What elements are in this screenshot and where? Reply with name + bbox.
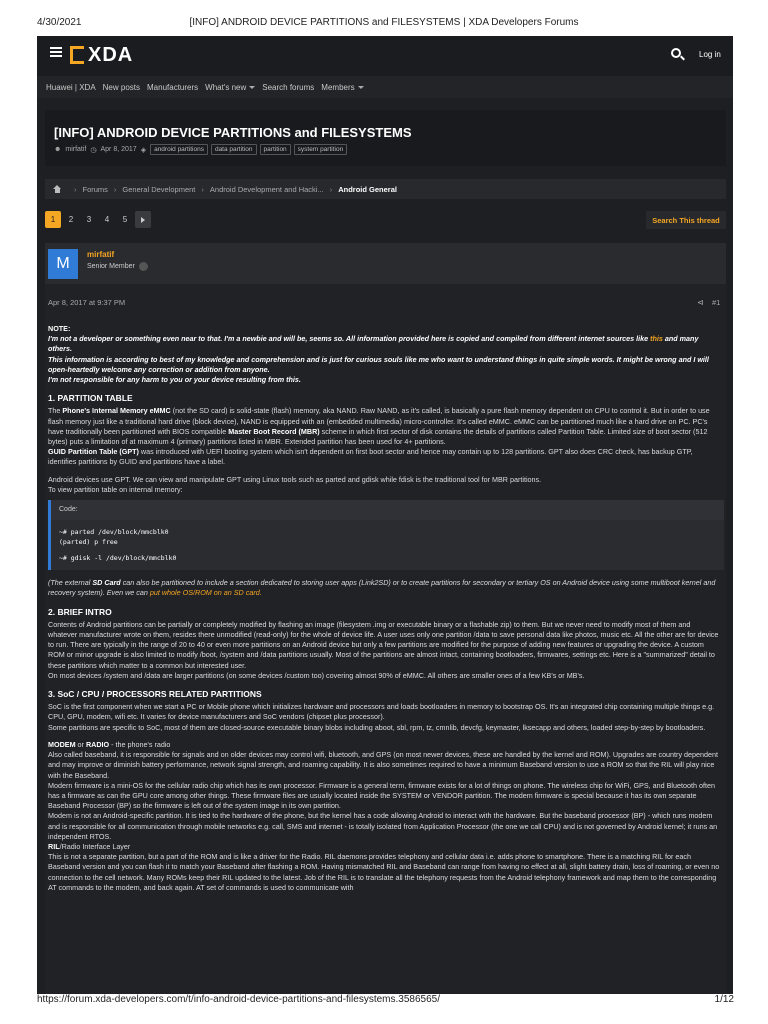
post-number[interactable]: #1	[712, 298, 721, 307]
thread-meta	[54, 144, 350, 155]
post-body	[45, 284, 726, 994]
page-5-button[interactable]: 5	[122, 215, 128, 224]
user-icon: ☻	[54, 146, 62, 153]
paragraph: The Phone's Internal Memory eMMC (not the SD card) is solid-state (flash) memory, aka NAND. Raw NAND, as it's called, is basically a pure flash memory dependent on CPU to control it. But in order to use flash memory just like a traditional hard drive (block device), NAND is equipped with an (embedded multimedia) micro-controller. It's called eMMC. eMMC can be partitioned much like a hard drive on PC. PC's have traditionally been partitioned with BIOS compatible Master Boot Record (MBR) scheme in which first sector of disk contains the details of partitions called Partition Table. Limited size of boot sector (512 bytes) puts a limitation of at maximum 4 (primary) partitions listed in MBR. Extended partition has been used for 4+ partitions.	[48, 406, 710, 447]
chevron-right-icon: ›	[74, 184, 77, 194]
thread-date[interactable]: Apr 8, 2017	[100, 146, 137, 153]
nav-huawei[interactable]: Huawei | XDA	[46, 82, 96, 92]
note-paragraph-3: I'm not responsible for any harm to you or your device resulting from this.	[48, 375, 301, 385]
logo-bracket-icon	[70, 46, 84, 64]
sd-card-link[interactable]: put whole OS/ROM on an SD card.	[149, 588, 262, 598]
menu-icon[interactable]	[50, 47, 62, 57]
user-role	[87, 262, 148, 271]
page-1-button[interactable]: 1	[45, 211, 61, 228]
nav-members[interactable]	[321, 83, 363, 92]
thread-author[interactable]: mirfatif	[65, 146, 87, 153]
print-title: [INFO] ANDROID DEVICE PARTITIONS and FILESYSTEMS | XDA Developers Forums	[189, 17, 579, 28]
note-paragraph-2: This information is according to best of my knowledge and comprehension and is just for curious souls like me who want to understand things in quite simple words. It might be wrong and I will open-heartedly welcome any correction or addition from anyone.	[48, 354, 709, 374]
paragraph: Modem is not an Android-specific partition. It is tied to the hardware of the phone, but the kernel has a code allowing Android to interact with the hardware. But the baseband processor (BP) - which runs modem and is responsible for all communication through mobile networks e.g. call, SMS and internet - is totally isolated from Application Processor (the one we call CPU) and is not governed by Android kernel; it runs an independent RTOS.	[48, 811, 718, 841]
avatar[interactable]: M	[48, 249, 78, 279]
tag-system-partition[interactable]: system partition	[294, 144, 348, 155]
code-line: ~# gdisk -l /dev/block/mmcblk0	[59, 554, 177, 563]
tag-android-partitions[interactable]: android partitions	[150, 144, 208, 155]
nav-new-posts[interactable]: New posts	[102, 82, 141, 92]
nav-members-label: Members	[321, 82, 355, 92]
chevron-right-icon	[141, 217, 145, 223]
sub-navigation	[37, 76, 733, 98]
page-2-button[interactable]: 2	[68, 215, 74, 224]
tag-data-partition[interactable]: data partition	[211, 144, 257, 155]
chevron-right-icon: ›	[329, 184, 333, 194]
nav-search-forums[interactable]: Search forums	[262, 82, 315, 92]
breadcrumb-forums[interactable]: Forums	[82, 184, 108, 194]
nav-whats-new[interactable]	[205, 83, 255, 92]
breadcrumb-general-development[interactable]: General Development	[122, 184, 196, 194]
user-role-label: Senior Member	[87, 263, 135, 270]
print-date: 4/30/2021	[37, 17, 82, 28]
tag-icon: ◈	[140, 146, 147, 154]
paragraph: Some partitions are specific to SoC, most of them are closed-source executable binary blobs including aboot, sbl, rpm, tz, cmnlib, devcfg, keymaster, lksecapp and others, loaded step-by-step by bootloaders.	[48, 722, 706, 732]
thread-title: [INFO] ANDROID DEVICE PARTITIONS and FILESYSTEMS	[54, 125, 412, 140]
nav-manufacturers[interactable]: Manufacturers	[147, 82, 199, 92]
paragraph: Contents of Android partitions can be partially or completely modified by flashing an image (filesystem .img or executable binary or a flashable zip) to them. But we never need to modify most of them and whatever manufacturer wrote on them, resides there unmodified (read-only) for the whole of device life. A user uses only one partition /data to save personal data like photos, music etc. All the other are for device to run. There are typically in the range of 20 to 40 or even more partitions on an Android device but only a few partitions are modified for the purpose of adding new features or upgrading the device. A custom ROM or minor upgrade is also limited to modify /boot, /system and /data partitions usually. Most of the partitions are almost intact, containing bootloaders, firmwares, settings etc. Here is a "summarized" detail to these partitions which matter to a common but interested user.	[48, 619, 719, 670]
modem-heading: MODEM or RADIO - the phone's radio	[48, 739, 171, 749]
home-icon[interactable]	[53, 185, 62, 193]
pagination	[45, 211, 153, 228]
logo-text: XDA	[88, 43, 134, 66]
paragraph: Modern firmware is a mini-OS for the cellular radio chip which has its own processor. Firmware is a general term, firmware exists for a lot of things on phone. The wireless chip for WiFi, GPS, and Bluetooth often has a firmware as can the GPU core among other things. These firmware files are usually located inside the SYSTEM or VENDOR partition. The modem firmware is special because it has its own separate Baseband Processor (BP) so the firmware is left out of the system image in its own partition.	[48, 780, 715, 811]
print-footer	[0, 994, 768, 1024]
nav-whats-new-label: What's new	[205, 82, 247, 92]
source-link[interactable]: this	[650, 334, 663, 344]
next-page-button[interactable]	[135, 211, 151, 228]
top-bar	[37, 36, 733, 76]
code-line: (parted) p free	[59, 538, 118, 547]
badge-icon	[139, 262, 148, 271]
forum-page	[37, 36, 733, 994]
section-title-partition-table: 1. PARTITION TABLE	[48, 393, 133, 404]
breadcrumb	[45, 179, 726, 199]
paragraph: GUID Partition Table (GPT) was introduced with UEFI booting system which isn't dependent on first boot sector and hence may contain up to 128 partitions. GPT also does CRC check, has backup GTP, identifies partitions by GUID and partitions have a label.	[48, 447, 693, 467]
post-username[interactable]: mirfatif	[87, 250, 115, 259]
note-paragraph-1: I'm not a developer or something even near to that. I'm a newbie and will be, seems so. All information provided here is copied and compiled from different internet sources like this and many others.	[48, 334, 699, 354]
chevron-down-icon	[358, 86, 364, 89]
chevron-down-icon	[249, 86, 255, 89]
chevron-right-icon: ›	[201, 184, 204, 194]
paragraph: Also called baseband, it is responsible for signals and on older devices may control wifi, bluetooth, and GPS (on most newer devices, these are handled by the kernel and ROM). Upgrades are country dependent and may improve or diminish battery performance, network signal strength, and roaming capability. It is also sometimes required to have a minimum Baseband version to use a ROM so that the RIL will play nice with the Baseband.	[48, 750, 719, 780]
tag-partition[interactable]: partition	[260, 144, 291, 155]
paragraph: To view partition table on internal memory:	[48, 484, 183, 494]
section-title-brief-intro: 2. BRIEF INTRO	[48, 606, 112, 617]
breadcrumb-android-development[interactable]: Android Development and Hacki...	[209, 184, 324, 194]
paragraph: Android devices use GPT. We can view and manipulate GPT using Linux tools such as parted and gdisk while fdisk is the traditional tool for MBR partitions.	[48, 474, 542, 484]
paragraph: (The external SD Card can also be partitioned to include a section dedicated to storing user apps (Link2SD) or to create partitions for secondary or tertiary OS on Android device using some multiboot kernel and recovery system). Even we can put whole OS/ROM on an SD card.	[48, 578, 716, 598]
xda-logo[interactable]	[70, 45, 133, 65]
print-header	[0, 0, 768, 36]
breadcrumb-android-general[interactable]: Android General	[338, 184, 397, 194]
chevron-right-icon: ›	[113, 184, 117, 194]
login-link[interactable]: Log in	[699, 50, 721, 59]
code-block[interactable]	[48, 500, 724, 570]
print-url: https://forum.xda-developers.com/t/info-android-device-partitions-and-filesystems.3586565/	[37, 994, 440, 1005]
search-thread-button[interactable]: Search This thread	[646, 211, 726, 229]
section-title-soc: 3. SoC / CPU / PROCESSORS RELATED PARTITIONS	[48, 689, 262, 700]
paragraph: SoC is the first component when we start a PC or Mobile phone which initializes hardware and processors and loads bootloaders in memory to bootstrap OS. It's an integrated chip containing multiple things e.g. CPU, GPU, modem, wifi etc. It varies for device manufacturers and SoC vendors (chipset plus processor).	[48, 702, 715, 722]
paragraph: On most devices /system and /data are larger partitions (on some devices /custom too) covering almost 90% of eMMC. All others are smaller ones of a few KB's or MB's.	[48, 670, 585, 680]
search-icon[interactable]	[671, 48, 685, 62]
paragraph: This is not a separate partition, but a part of the ROM and is like a driver for the Radio. RIL daemons provides telephony and cellular data i.e. adds phone to smartphone. There is a matching RIL for each Baseband version and you can flash it to match your Baseband after flashing a ROM. Having mismatched RIL and Baseband can range from having no effect at all, slight battery drain, loss of roaming, or even no connection to the cell network. Many ROMs keep their RIL updated to the latest. Job of the RIL is to translate all the telephony requests from the Android telephony framework and map them to the corresponding AT commands to the modem, and back again. AT set of commands is used to communicate with	[48, 852, 720, 892]
code-line: ~# parted /dev/block/mmcblk0	[59, 528, 169, 537]
share-icon[interactable]: ⊲	[697, 298, 704, 307]
print-page-number: 1/12	[714, 994, 734, 1005]
code-content[interactable]	[51, 520, 724, 570]
page-3-button[interactable]: 3	[86, 215, 92, 224]
post-user-bar	[45, 243, 726, 284]
code-label: Code:	[51, 500, 724, 520]
post-timestamp[interactable]: Apr 8, 2017 at 9:37 PM	[48, 298, 126, 307]
clock-icon: ◷	[90, 146, 97, 154]
ril-heading: RIL/Radio Interface Layer	[48, 841, 131, 851]
post-content	[48, 324, 720, 893]
note-label: NOTE:	[48, 324, 71, 333]
thread-header	[45, 110, 726, 166]
page-4-button[interactable]: 4	[104, 215, 110, 224]
